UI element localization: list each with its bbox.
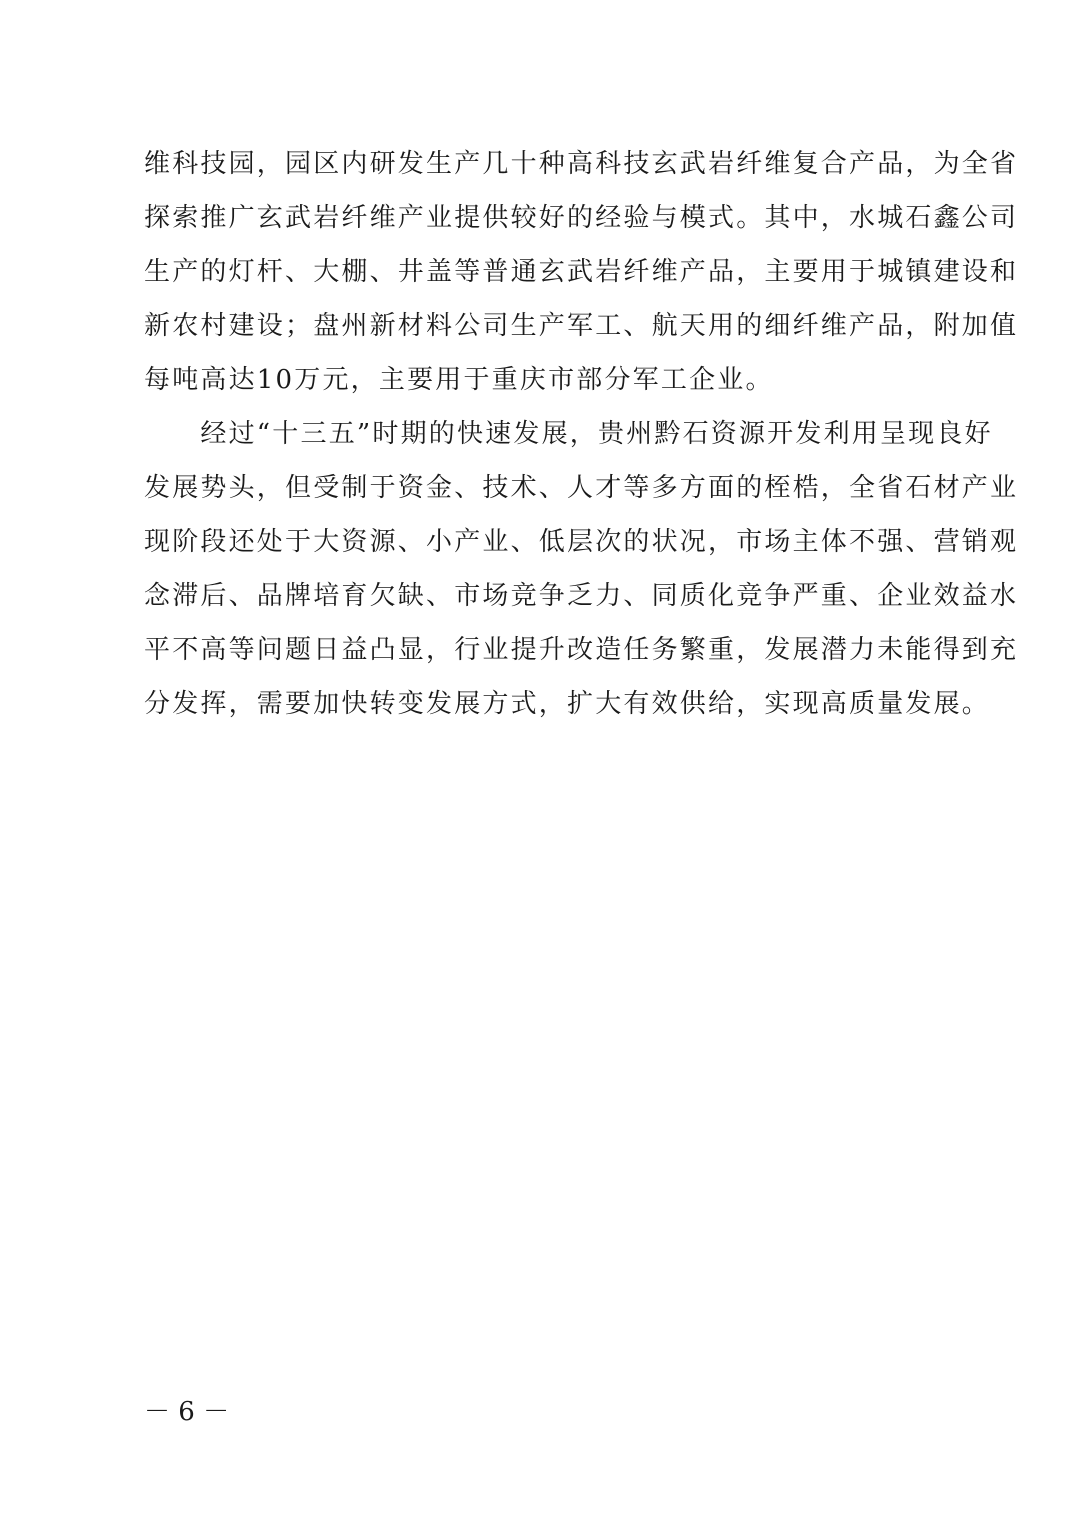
paragraph-line: 经过“十三五”时期的快速发展，贵州黔石资源开发利用呈现良好 (144, 419, 993, 449)
page-number: － 6 － (144, 1397, 230, 1427)
paragraph-line: 维科技园，园区内研发生产几十种高科技玄武岩纤维复合产品，为全省 (144, 149, 1019, 179)
paragraph-1 (144, 143, 1019, 413)
paragraph-line: 发展势头，但受制于资金、技术、人才等多方面的桎梏，全省石材产业 (144, 473, 1019, 503)
paragraph-line: 平不高等问题日益凸显，行业提升改造任务繁重，发展潜力未能得到充 (144, 635, 1019, 665)
paragraph-line: 生产的灯杆、大棚、井盖等普通玄武岩纤维产品，主要用于城镇建设和 (144, 257, 1019, 287)
paragraph-line: 分发挥，需要加快转变发展方式，扩大有效供给，实现高质量发展。 (144, 689, 991, 719)
paragraph-line: 现阶段还处于大资源、小产业、低层次的状况，市场主体不强、营销观 (144, 527, 1019, 557)
body-text (144, 143, 1019, 737)
paragraph-2 (144, 413, 1019, 737)
paragraph-line: 每吨高达10万元，主要用于重庆市部分军工企业。 (144, 365, 774, 395)
paragraph-line: 新农村建设；盘州新材料公司生产军工、航天用的细纤维产品，附加值 (144, 311, 1019, 341)
paragraph-line: 探索推广玄武岩纤维产业提供较好的经验与模式。其中，水城石鑫公司 (144, 203, 1019, 233)
paragraph-line: 念滞后、品牌培育欠缺、市场竞争乏力、同质化竞争严重、企业效益水 (144, 581, 1019, 611)
